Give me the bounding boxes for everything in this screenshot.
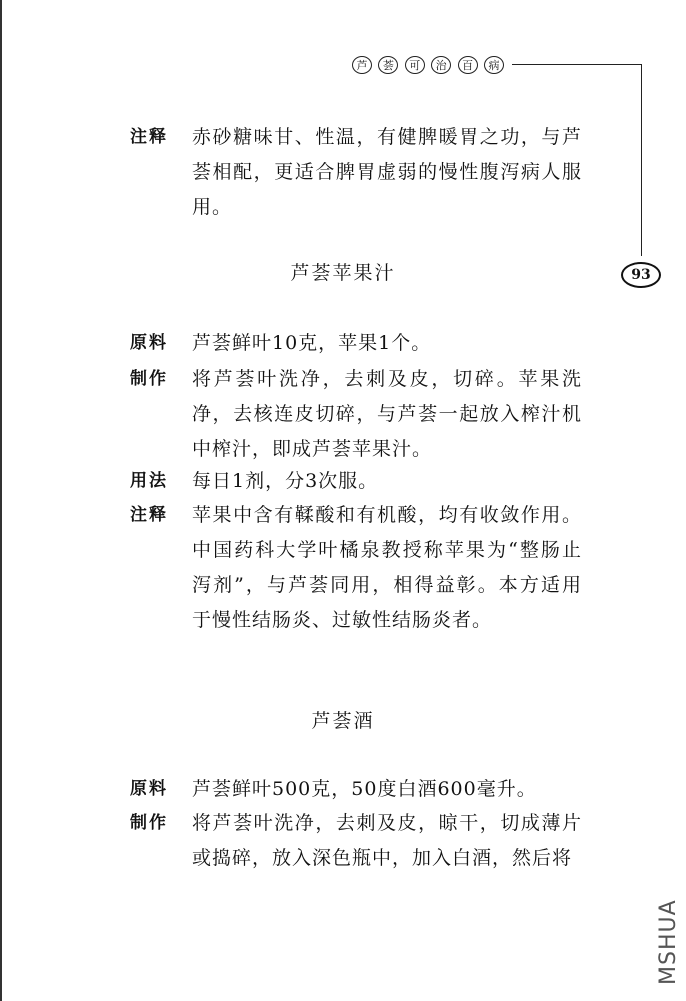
row-label: 用法 bbox=[130, 471, 168, 491]
header-rule-vertical bbox=[641, 64, 642, 256]
running-header-title bbox=[352, 55, 504, 75]
row-text: 将芦荟叶洗净，去刺及皮，晾干，切成薄片或捣碎，放入深色瓶中，加入白酒，然后将 bbox=[192, 812, 582, 869]
row-text: 芦荟鲜叶500克，50度白酒600毫升。 bbox=[192, 778, 537, 800]
row-text: 苹果中含有鞣酸和有机酸，均有收敛作用。中国药科大学叶橘泉教授称苹果为“整肠止泻剂”，与芦荟同用，相得益彰。本方适用于慢性结肠炎、过敏性结肠炎者。 bbox=[192, 504, 582, 631]
method-row bbox=[130, 806, 590, 876]
row-label: 原料 bbox=[130, 779, 168, 799]
header-char: 可 bbox=[405, 56, 425, 74]
section-title: 芦荟酒 bbox=[311, 710, 375, 732]
note-block bbox=[130, 120, 590, 230]
block-label: 注释 bbox=[130, 127, 168, 147]
ingredient-row bbox=[130, 326, 590, 361]
header-char: 病 bbox=[484, 56, 504, 74]
header-rule bbox=[512, 64, 642, 65]
row-text: 每日1剂，分3次服。 bbox=[192, 470, 379, 492]
header-char: 百 bbox=[458, 56, 478, 74]
block-text: 赤砂糖味甘、性温，有健脾暖胃之功，与芦荟相配，更适合脾胃虚弱的慢性腹泻病人服用。 bbox=[192, 126, 582, 218]
header-char: 治 bbox=[431, 56, 451, 74]
note-row bbox=[130, 498, 590, 673]
page-number: 93 bbox=[621, 262, 661, 288]
row-text: 将芦荟叶洗净，去刺及皮，切碎。苹果洗净，去核连皮切碎，与芦荟一起放入榨汁机中榨汁，即成芦荟苹果汁。 bbox=[192, 368, 582, 460]
page-left-edge bbox=[0, 0, 2, 1001]
header-char: 芦 bbox=[352, 56, 372, 74]
section-title: 芦荟苹果汁 bbox=[290, 262, 396, 284]
watermark-text: MSHUA bbox=[656, 899, 681, 985]
row-text: 芦荟鲜叶10克，苹果1个。 bbox=[192, 332, 432, 354]
header-char: 荟 bbox=[378, 56, 398, 74]
row-label: 原料 bbox=[130, 333, 168, 353]
usage-row bbox=[130, 464, 590, 499]
row-label: 制作 bbox=[130, 813, 168, 833]
row-label: 制作 bbox=[130, 369, 168, 389]
row-label: 注释 bbox=[130, 505, 168, 525]
ingredient-row bbox=[130, 772, 590, 807]
method-row bbox=[130, 362, 590, 467]
